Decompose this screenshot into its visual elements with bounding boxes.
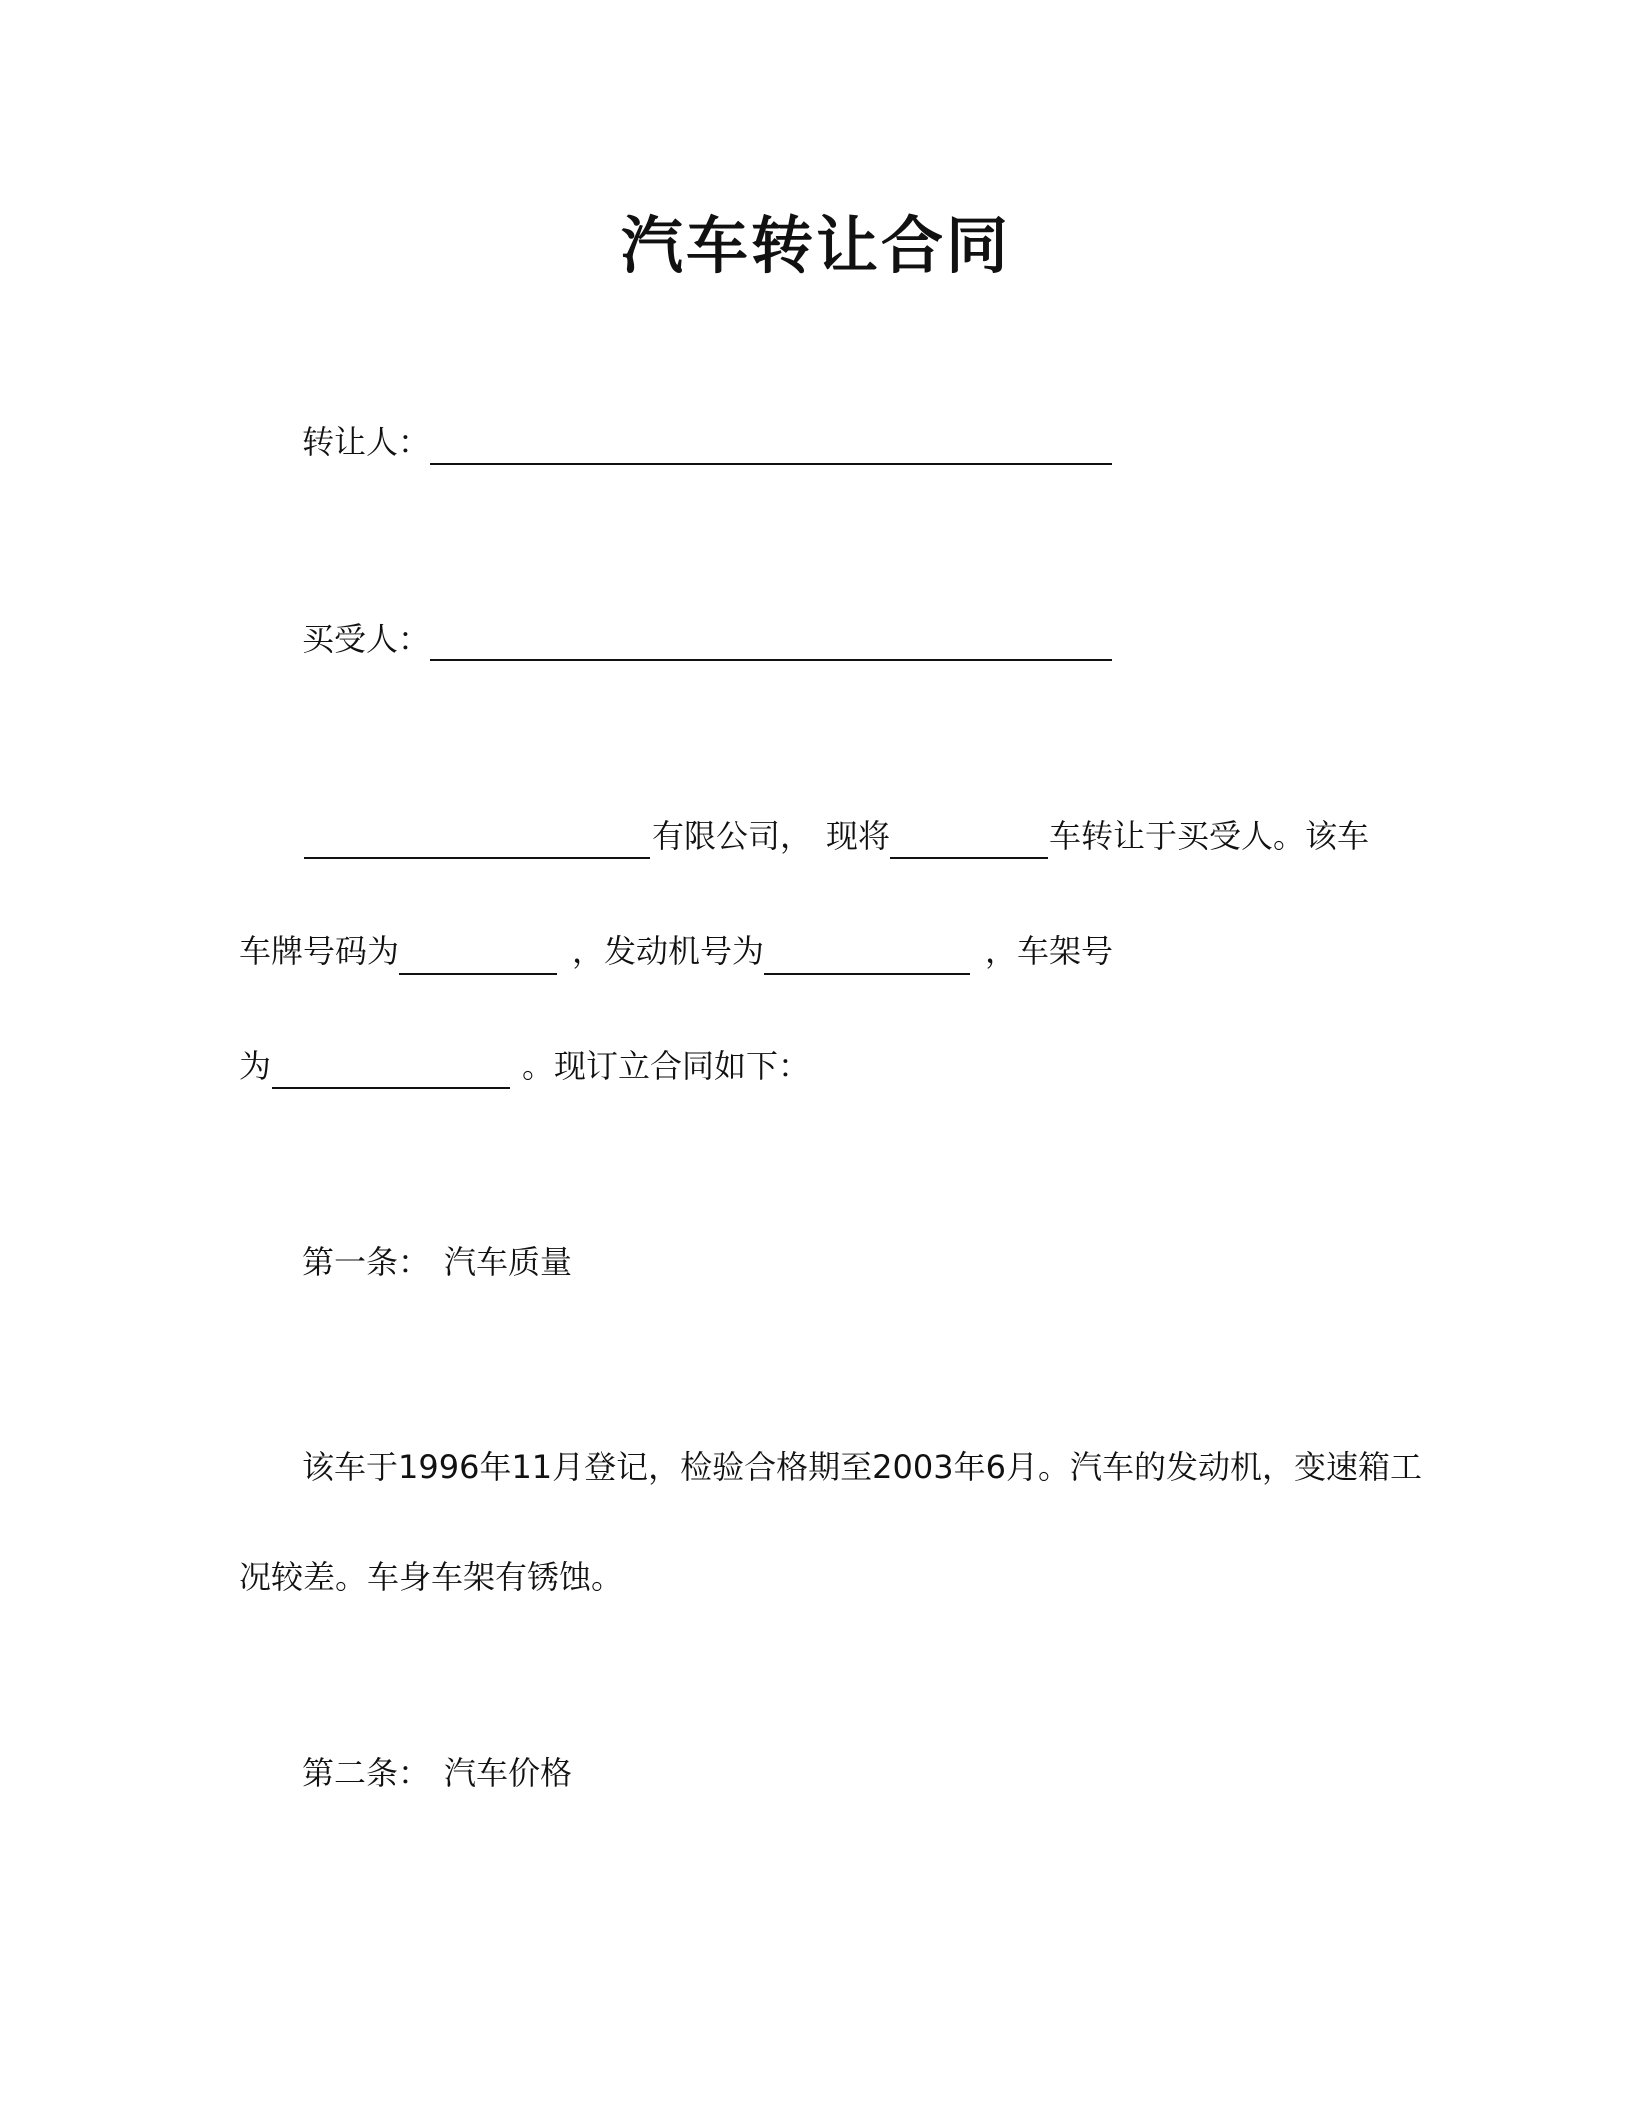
article2-heading: 第二条： (302, 1754, 431, 1792)
para1-company-suffix: 有限公司， (652, 817, 813, 855)
article2-title: 汽车价格 (444, 1754, 573, 1792)
article1-heading: 第一条： (302, 1243, 431, 1281)
company-name-blank[interactable] (304, 857, 650, 859)
para1-now-text: 现将 (826, 817, 891, 855)
document-title: 汽车转让合同 (620, 209, 1011, 282)
frame-number-label: ，车架号 (985, 932, 1114, 970)
article1-line1: 该车于1996年11月登记，检验合格期至2003年6月。汽车的发动机，变速箱工 (302, 1448, 1422, 1486)
buyer-blank[interactable] (430, 659, 1112, 661)
plate-number-label: 车牌号码为 (239, 932, 400, 970)
engine-number-label: ，发动机号为 (572, 932, 765, 970)
para1-closing-text: 。现订立合同如下： (522, 1047, 811, 1085)
article1-line2: 况较差。车身车架有锈蚀。 (239, 1558, 624, 1596)
transferor-label: 转让人： (302, 423, 431, 461)
plate-number-blank[interactable] (399, 973, 557, 975)
frame-number-blank[interactable] (272, 1087, 510, 1089)
vehicle-model-blank[interactable] (890, 857, 1048, 859)
article1-title: 汽车质量 (444, 1243, 573, 1281)
transferor-blank[interactable] (430, 463, 1112, 465)
buyer-label: 买受人： (302, 620, 431, 658)
frame-number-label-cont: 为 (239, 1047, 272, 1085)
para1-transfer-text: 车转让于买受人。该车 (1049, 817, 1370, 855)
engine-number-blank[interactable] (764, 973, 970, 975)
